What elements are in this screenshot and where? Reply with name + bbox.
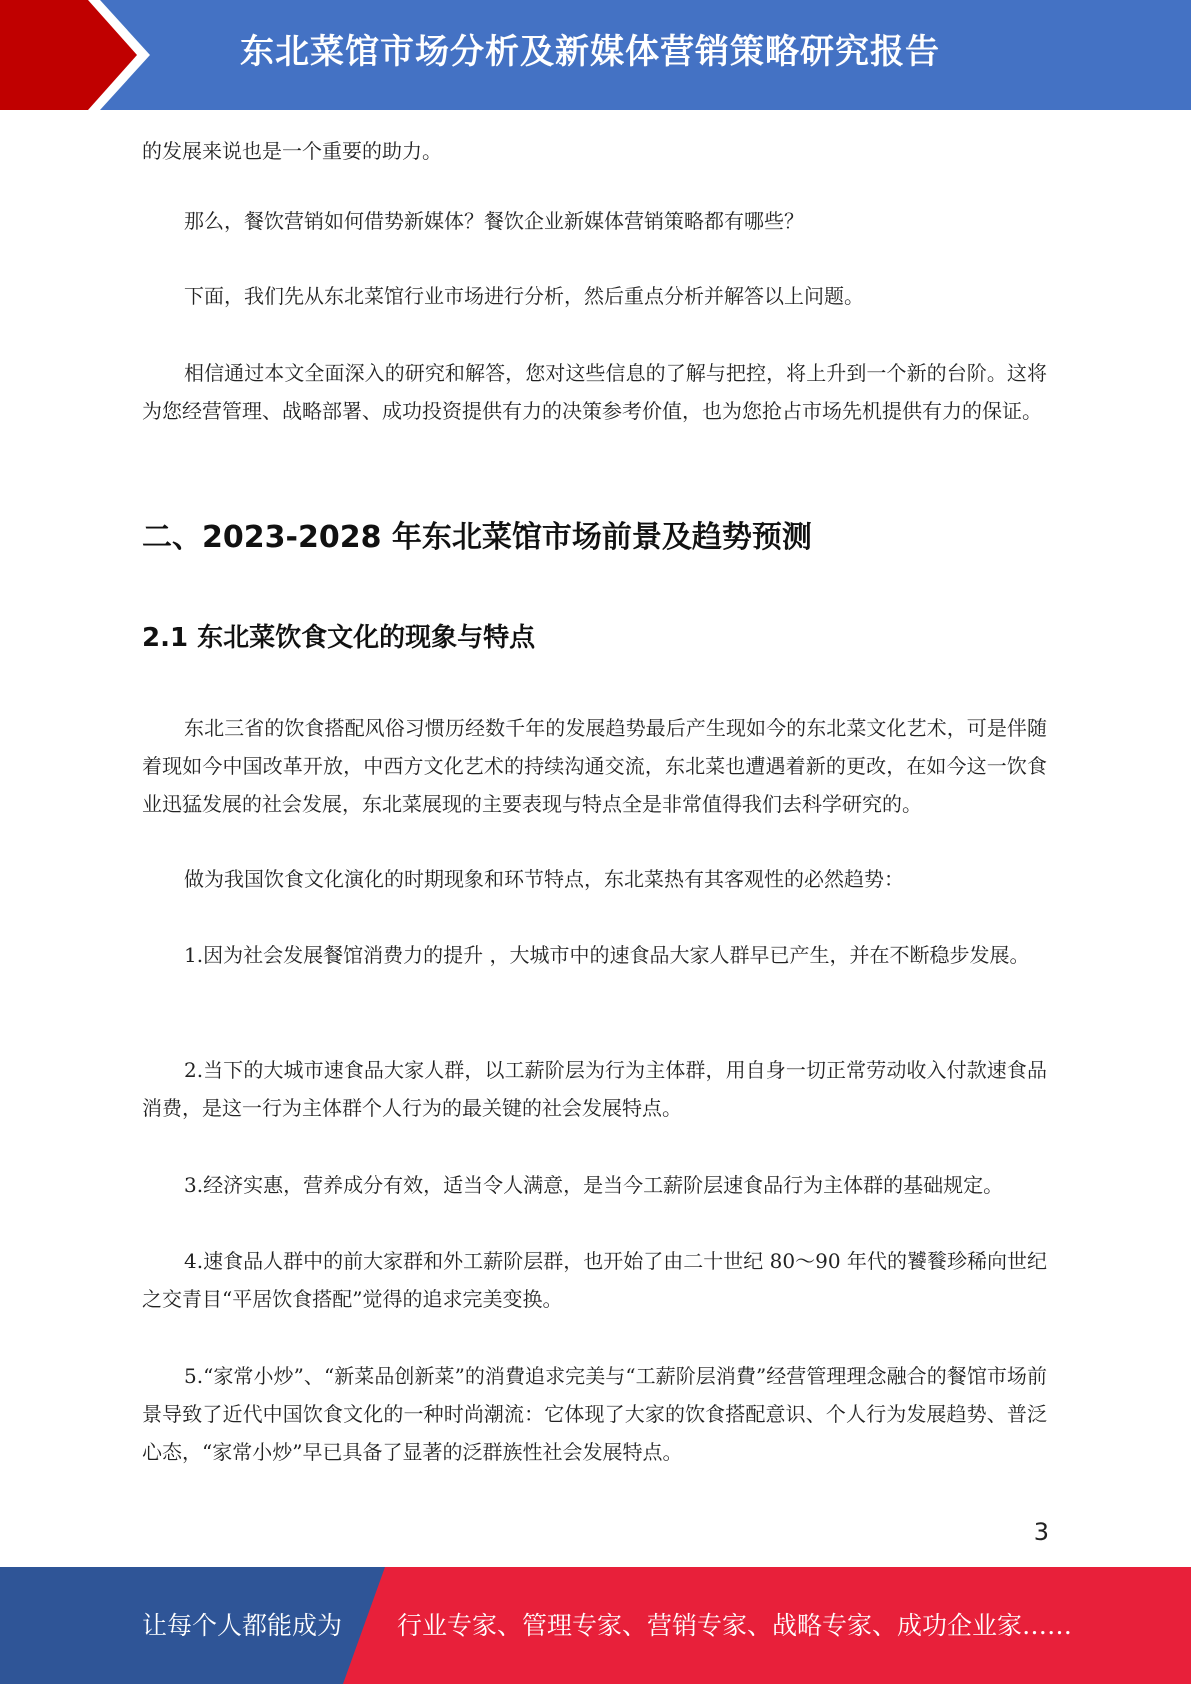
paragraph: 下面，我们先从东北菜馆行业市场进行分析，然后重点分析并解答以上问题。	[184, 284, 864, 308]
list-item: 2.当下的大城市速食品大家人群，以工薪阶层为行为主体群，用自身一切正常劳动收入付款速食品消费，是这一行为主体群个人行为的最关键的社会发展特点。	[142, 1058, 1047, 1120]
list-item: 1.因为社会发展餐馆消费力的提升 ，大城市中的速食品大家人群早已产生，并在不断稳步发展。	[184, 943, 1030, 967]
paragraph: 的发展来说也是一个重要的助力。	[142, 139, 442, 163]
list-item: 4.速食品人群中的前大家群和外工薪阶层群，也开始了由二十世纪 80～90 年代的饕餮珍稀向世纪之交青目“平居饮食搭配”觉得的追求完美变换。	[142, 1249, 1047, 1311]
page-header	[0, 0, 1191, 110]
paragraph: 做为我国饮食文化演化的时期现象和环节特点，东北菜热有其客观性的必然趋势：	[184, 867, 904, 891]
paragraph: 相信通过本文全面深入的研究和解答，您对这些信息的了解与把控，将上升到一个新的台阶。这将为您经营管理、战略部署、成功投资提供有力的决策参考价值，也为您抢占市场先机提供有力的保证。	[142, 361, 1047, 423]
header-chevron-decoration	[0, 0, 160, 110]
paragraph: 那么，餐饮营销如何借势新媒体？餐饮企业新媒体营销策略都有哪些？	[184, 209, 804, 233]
page-number: 3	[1033, 1518, 1049, 1546]
list-item: 3.经济实惠，营养成分有效，适当令人满意，是当今工薪阶层速食品行为主体群的基础规定。	[184, 1173, 1004, 1197]
page-footer	[0, 1567, 1191, 1684]
paragraph: 东北三省的饮食搭配风俗习惯历经数千年的发展趋势最后产生现如今的东北菜文化艺术，可是伴随着现如今中国改革开放，中西方文化艺术的持续沟通交流，东北菜也遭遇着新的更改，在如今这一饮食业迅猛发展的社会发展，东北菜展现的主要表现与特点全是非常值得我们去科学研究的。	[142, 716, 1047, 816]
list-item: 5.“家常小炒”、“新菜品创新菜”的消費追求完美与“工薪阶层消費”经营管理理念融合的餐馆市场前景导致了近代中国饮食文化的一种时尚潮流：它体现了大家的饮食搭配意识、个人行为发展趋势、普泛心态，“家常小炒”早已具备了显著的泛群族性社会发展特点。	[142, 1364, 1047, 1464]
footer-roles: 行业专家、管理专家、营销专家、战略专家、成功企业家……	[397, 1611, 1073, 1640]
section-heading: 二、2023-2028 年东北菜馆市场前景及趋势预测	[142, 520, 812, 555]
footer-slogan: 让每个人都能成为	[142, 1611, 343, 1640]
subsection-heading: 2.1 东北菜饮食文化的现象与特点	[142, 623, 536, 653]
report-title: 东北菜馆市场分析及新媒体营销策略研究报告	[240, 32, 940, 72]
